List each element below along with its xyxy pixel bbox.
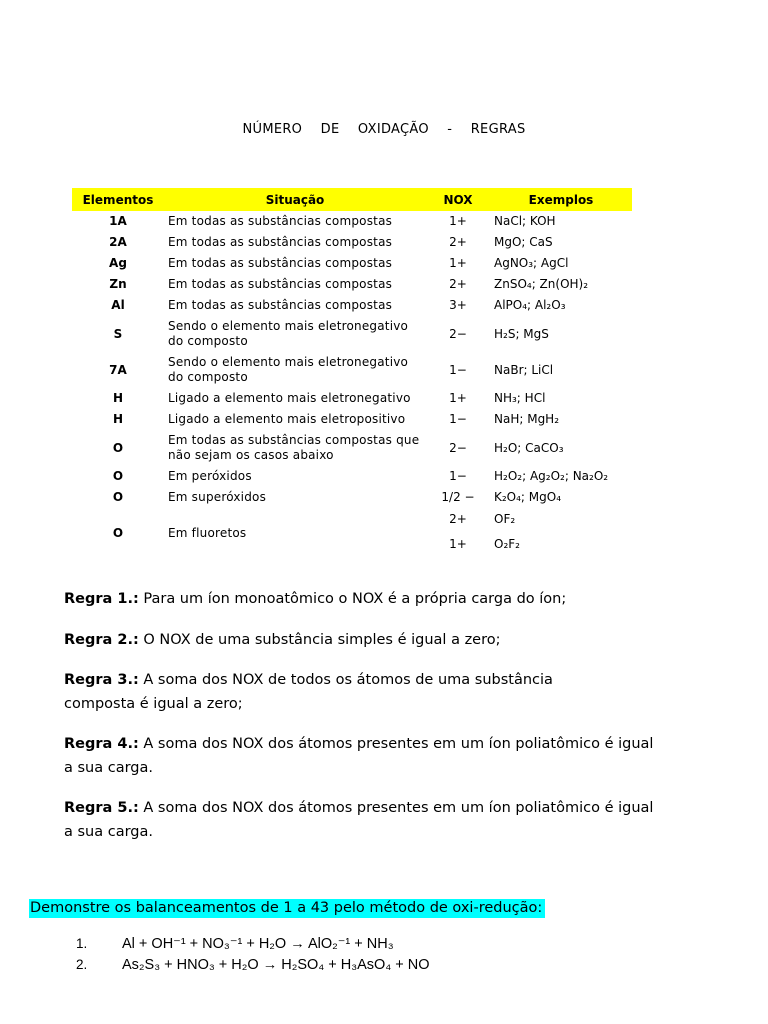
situation-cell: Em todas as substâncias compostas [168, 298, 393, 312]
equation-text: Al + OH⁻¹ + NO₃⁻¹ + H₂O → AlO₂⁻¹ + NH₃ [122, 936, 394, 952]
page-title: NÚMERO DE OXIDAÇÃO - REGRAS [242, 122, 526, 137]
header-exemplos: Exemplos [490, 188, 632, 211]
rule-text: A soma dos NOX dos átomos presentes em um íon poliatômico é igual a sua carga. [64, 736, 654, 776]
example-cell: AgNO₃; AgCl [494, 256, 569, 270]
table-row [72, 388, 632, 409]
example-cell: NaH; MgH₂ [494, 412, 560, 426]
situation-cell: Em superóxidos [168, 490, 267, 504]
element-cell: H [112, 391, 124, 405]
table-row [72, 508, 632, 530]
element-cell: Ag [109, 256, 127, 270]
table-row [72, 487, 632, 508]
table-row [72, 466, 632, 487]
nox-cell: 1+ [449, 391, 467, 405]
nox-cell: 1− [449, 362, 467, 377]
example-cell: K₂O₄; MgO₄ [494, 490, 562, 504]
nox-cell: 1− [449, 469, 467, 483]
table-row [72, 352, 632, 388]
instruction-highlight: Demonstre os balanceamentos de 1 a 43 pelo método de oxi-redução: [29, 899, 545, 918]
rule-label: Regra 4.: [64, 736, 139, 752]
table-row [72, 253, 632, 274]
element-cell: Al [111, 298, 125, 312]
nox-cell: 1/2 − [441, 490, 475, 504]
equation-number: 1. [76, 936, 88, 951]
table-row [72, 295, 632, 316]
situation-cell: Em todas as substâncias compostas que não sejam os casos abaixo [168, 433, 420, 462]
example-cell: MgO; CaS [494, 235, 553, 249]
rule-label: Regra 3.: [64, 672, 139, 688]
situation-cell: Ligado a elemento mais eletropositivo [168, 412, 406, 426]
rule-1 [64, 587, 664, 611]
rule-5 [64, 796, 654, 844]
situation-cell: Em fluoretos [168, 525, 247, 540]
equation-number: 2. [76, 957, 88, 972]
equation-1 [76, 936, 394, 952]
element-cell: O [112, 440, 124, 455]
element-cell: Zn [109, 277, 127, 291]
rule-4 [64, 732, 654, 780]
example-cell: ZnSO₄; Zn(OH)₂ [494, 277, 589, 291]
situation-cell: Ligado a elemento mais eletronegativo [168, 391, 411, 405]
example-cell: NH₃; HCl [494, 391, 546, 405]
table-header-row [72, 188, 632, 211]
example-cell: H₂O; CaCO₃ [494, 440, 564, 455]
element-cell: O [112, 469, 124, 483]
header-nox: NOX [426, 188, 490, 211]
nox-cell: 2+ [449, 277, 467, 291]
rule-text: A soma dos NOX de todos os átomos de uma substância composta é igual a zero; [64, 672, 553, 712]
table-row [72, 232, 632, 253]
equation-2 [76, 957, 430, 973]
rule-text: O NOX de uma substância simples é igual a zero; [138, 632, 501, 648]
situation-cell: Em todas as substâncias compostas [168, 256, 393, 270]
nox-cell: 1+ [449, 536, 467, 551]
rule-text: Para um íon monoatômico o NOX é a própria carga do íon; [138, 591, 567, 607]
table-row [72, 430, 632, 466]
nox-cell: 2− [449, 326, 467, 341]
example-cell: NaCl; KOH [494, 214, 556, 228]
example-cell: AlPO₄; Al₂O₃ [494, 298, 566, 312]
table-row [72, 274, 632, 295]
nox-table [72, 188, 632, 558]
element-cell: H [112, 412, 124, 426]
example-cell: NaBr; LiCl [494, 362, 554, 377]
situation-cell: Em todas as substâncias compostas [168, 214, 393, 228]
nox-cell: 1− [449, 412, 467, 426]
situation-cell: Em peróxidos [168, 469, 252, 483]
example-cell: H₂O₂; Ag₂O₂; Na₂O₂ [494, 469, 609, 483]
rule-label: Regra 5.: [64, 800, 139, 816]
situation-cell: Em todas as substâncias compostas [168, 277, 393, 291]
table-row [72, 316, 632, 352]
nox-cell: 2+ [449, 511, 467, 526]
rule-3 [64, 668, 624, 716]
situation-cell: Em todas as substâncias compostas [168, 235, 393, 249]
element-cell: 1A [109, 214, 127, 228]
rule-text: A soma dos NOX dos átomos presentes em um íon poliatômico é igual a sua carga. [64, 800, 654, 840]
example-cell: O₂F₂ [494, 536, 520, 551]
nox-cell: 1+ [449, 256, 467, 270]
situation-cell: Sendo o elemento mais eletronegativo do composto [168, 355, 409, 384]
equation-text: As₂S₃ + HNO₃ + H₂O → H₂SO₄ + H₃AsO₄ + NO [122, 957, 430, 973]
element-cell: O [112, 525, 124, 540]
rule-label: Regra 1.: [64, 591, 139, 607]
nox-cell: 2+ [449, 235, 467, 249]
example-cell: H₂S; MgS [494, 326, 549, 341]
element-cell: S [113, 326, 123, 341]
nox-cell: 2− [449, 440, 467, 455]
element-cell: 7A [109, 362, 127, 377]
element-cell: 2A [109, 235, 127, 249]
nox-cell: 1+ [449, 214, 467, 228]
table-row [72, 409, 632, 430]
example-cell: OF₂ [494, 511, 516, 526]
nox-cell: 3+ [449, 298, 467, 312]
header-situacao: Situação [164, 188, 426, 211]
rule-2 [64, 628, 664, 652]
rule-label: Regra 2.: [64, 632, 139, 648]
header-elementos: Elementos [72, 188, 164, 211]
table-row [72, 211, 632, 232]
situation-cell: Sendo o elemento mais eletronegativo do composto [168, 319, 409, 348]
element-cell: O [112, 490, 124, 504]
